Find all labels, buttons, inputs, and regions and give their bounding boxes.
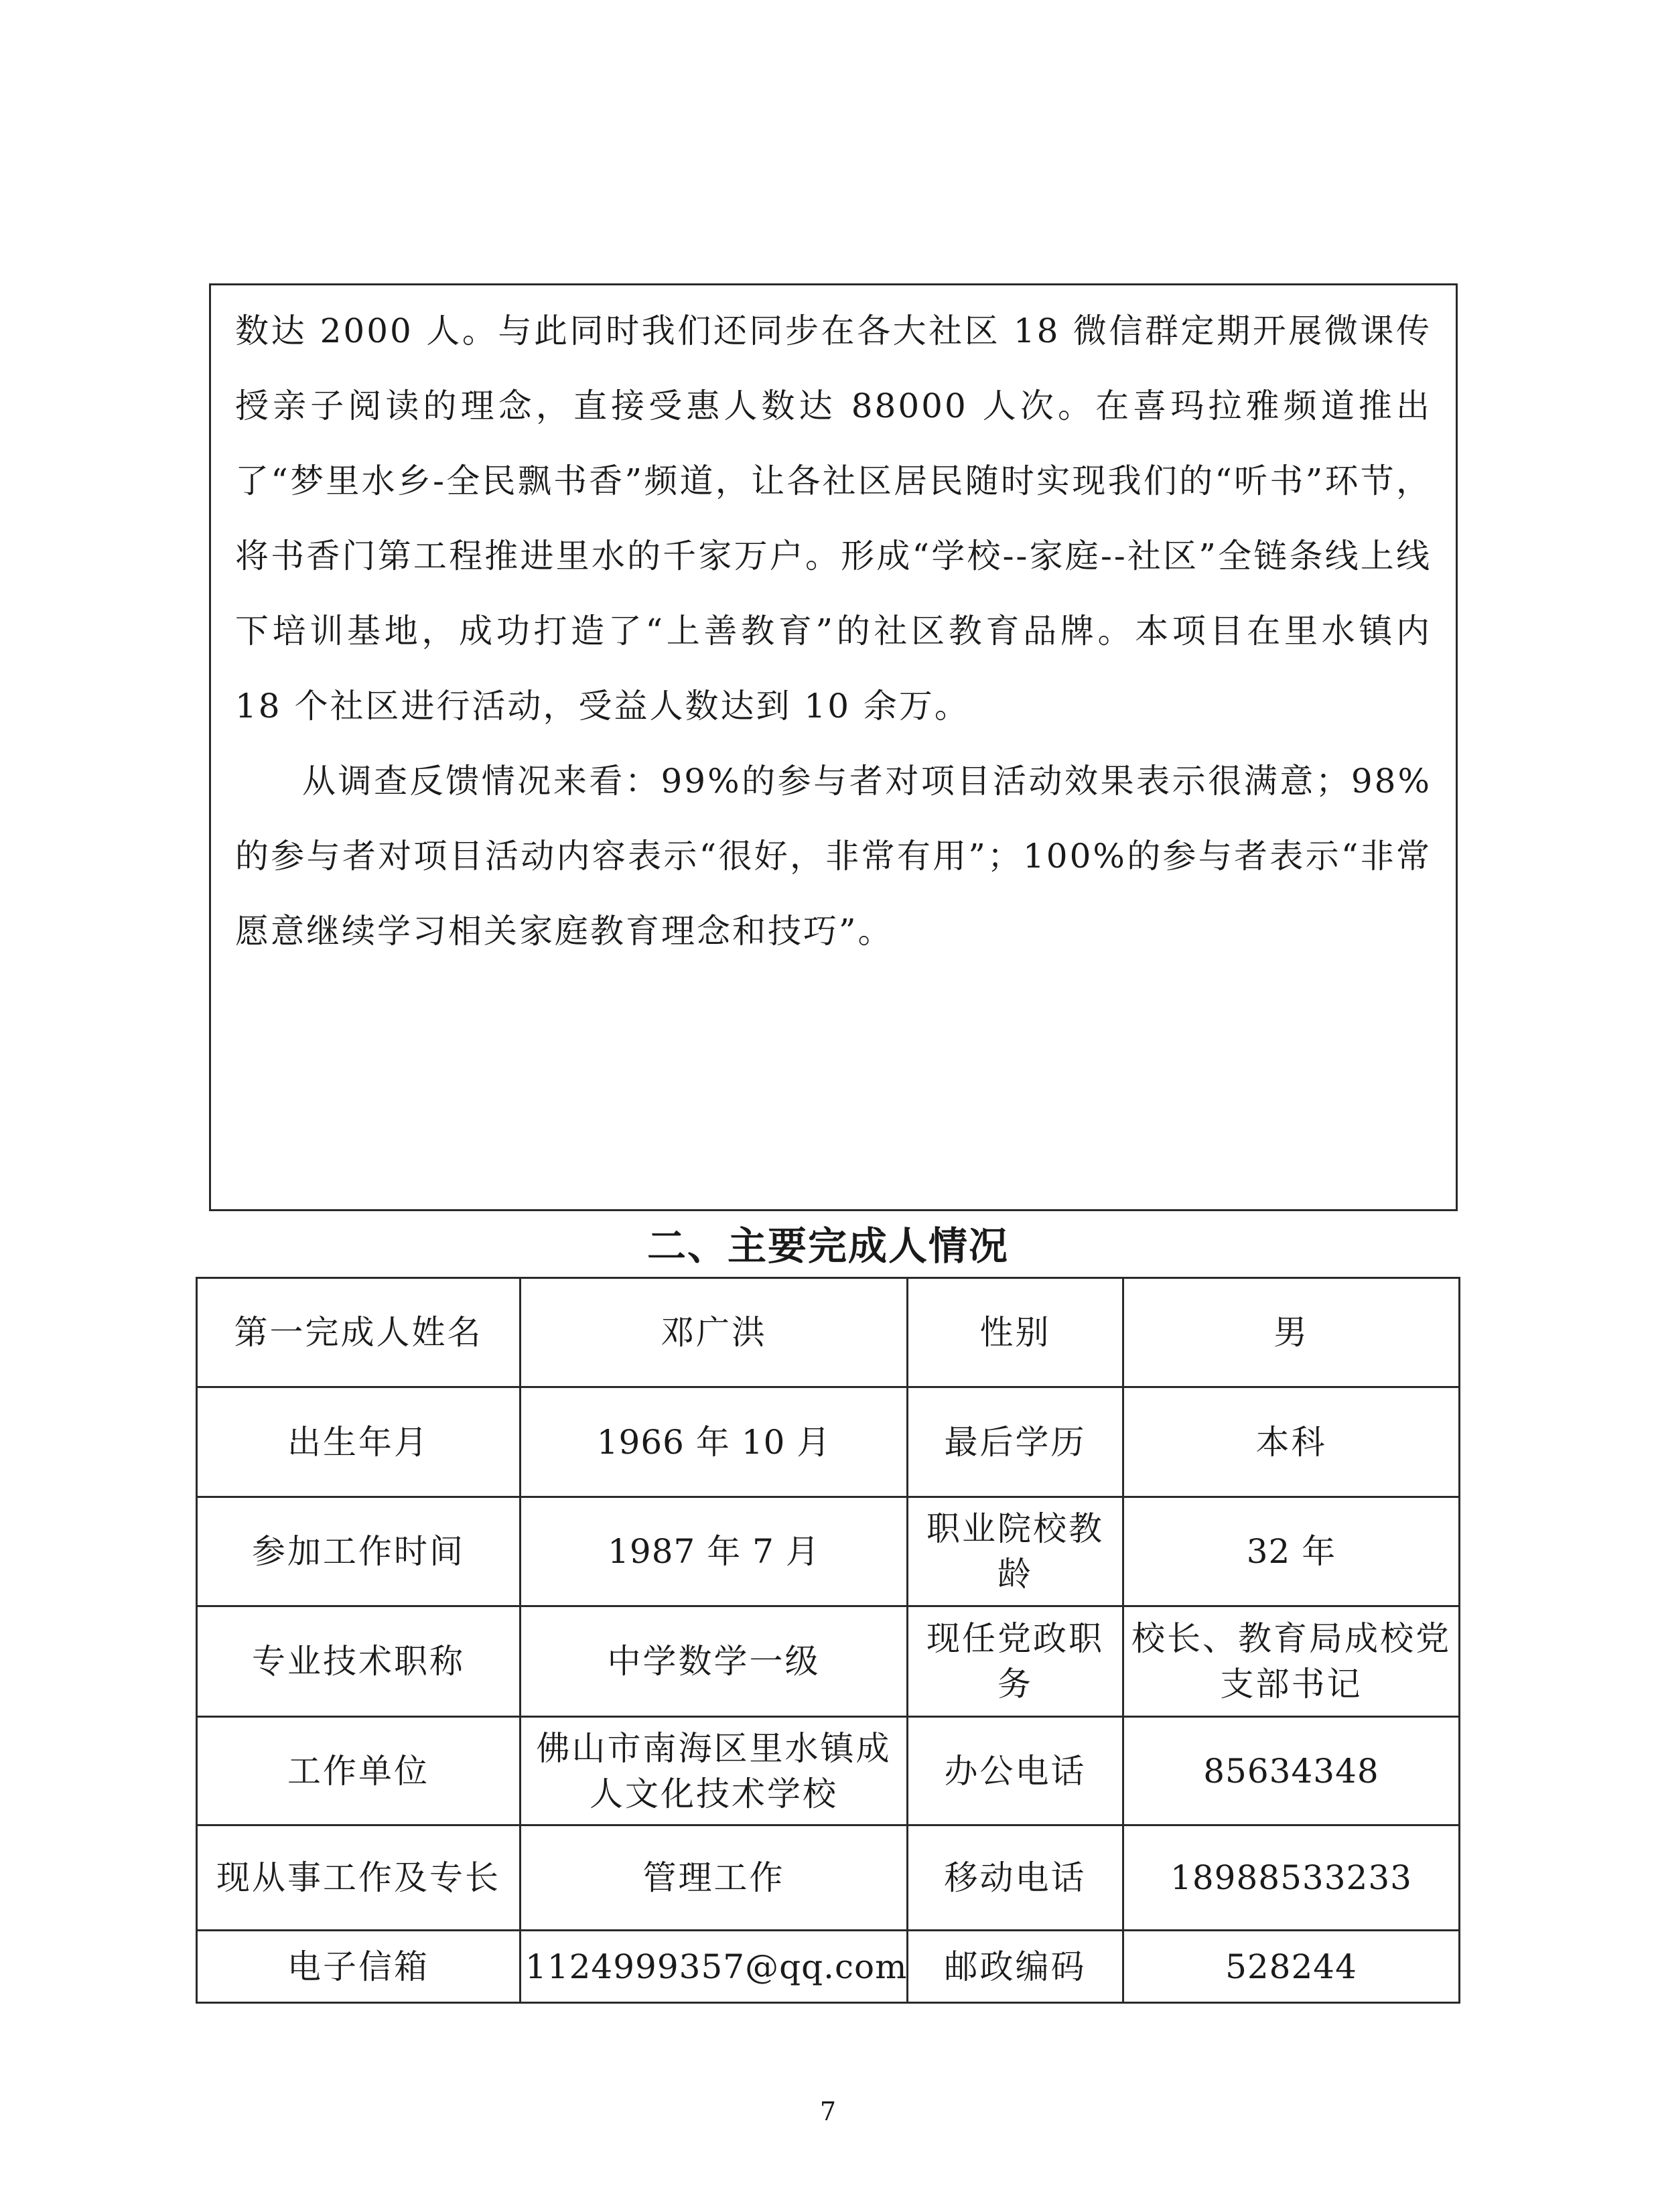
table-value-cell: 管理工作 <box>521 1825 908 1931</box>
table-value-cell: 邓广洪 <box>521 1278 908 1387</box>
table-label-cell: 邮政编码 <box>908 1931 1123 2003</box>
table-row <box>197 1606 1460 1717</box>
table-row <box>197 1497 1460 1606</box>
table-label-cell: 性别 <box>908 1278 1123 1387</box>
table-label-cell: 移动电话 <box>908 1825 1123 1931</box>
table-row <box>197 1825 1460 1931</box>
project-description-box <box>209 283 1458 1211</box>
table-value-cell: 佛山市南海区里水镇成人文化技术学校 <box>521 1717 908 1825</box>
table-label-cell: 第一完成人姓名 <box>197 1278 521 1387</box>
table-label-cell: 现从事工作及专长 <box>197 1825 521 1931</box>
table-label-cell: 工作单位 <box>197 1717 521 1825</box>
table-value-cell: 中学数学一级 <box>521 1606 908 1717</box>
table-value-cell: 32 年 <box>1123 1497 1460 1606</box>
table-label-cell: 最后学历 <box>908 1387 1123 1497</box>
table-label-cell: 参加工作时间 <box>197 1497 521 1606</box>
table-value-cell: 1987 年 7 月 <box>521 1497 908 1606</box>
table-label-cell: 现任党政职务 <box>908 1606 1123 1717</box>
table-value-cell: 男 <box>1123 1278 1460 1387</box>
section-title: 二、主要完成人情况 <box>646 1223 1009 1269</box>
table-value-cell: 校长、教育局成校党支部书记 <box>1123 1606 1460 1717</box>
table-label-cell: 办公电话 <box>908 1717 1123 1825</box>
description-paragraph-2: 从调查反馈情况来看：99%的参与者对项目活动效果表示很满意；98%的参与者对项目活动内容表示“很好，非常有用”；100%的参与者表示“非常愿意继续学习相关家庭教育理念和技巧”。 <box>235 762 1432 951</box>
table-value-cell: 1966 年 10 月 <box>521 1387 908 1497</box>
table-value-cell: 1124999357@qq.com <box>521 1931 908 2003</box>
table-row <box>197 1717 1460 1825</box>
table-value-cell: 85634348 <box>1123 1717 1460 1825</box>
table-row <box>197 1931 1460 2003</box>
table-label-cell: 出生年月 <box>197 1387 521 1497</box>
table-label-cell: 职业院校教龄 <box>908 1497 1123 1606</box>
table-label-cell: 专业技术职称 <box>197 1606 521 1717</box>
table-label-cell: 电子信箱 <box>197 1931 521 2003</box>
table-value-cell: 本科 <box>1123 1387 1460 1497</box>
main-completer-table <box>196 1277 1460 2004</box>
table-row <box>197 1387 1460 1497</box>
description-paragraph-1: 数达 2000 人。与此同时我们还同步在各大社区 18 微信群定期开展微课传授亲子阅读的理念，直接受惠人数达 88000 人次。在喜玛拉雅频道推出了“梦里水乡-全民飘书香”频道，让各社区居民随时实现我们的“听书”环节，将书香门第工程推进里水的千家万户。形成“学校--家庭--社区”全链条线上线下培训基地，成功打造了“上善教育”的社区教育品牌。本项目在里水镇内 18 个社区进行活动，受益人数达到 10 余万。 <box>235 312 1432 725</box>
page-number: 7 <box>819 2097 837 2126</box>
table-value-cell: 18988533233 <box>1123 1825 1460 1931</box>
table-row <box>197 1278 1460 1387</box>
table-value-cell: 528244 <box>1123 1931 1460 2003</box>
